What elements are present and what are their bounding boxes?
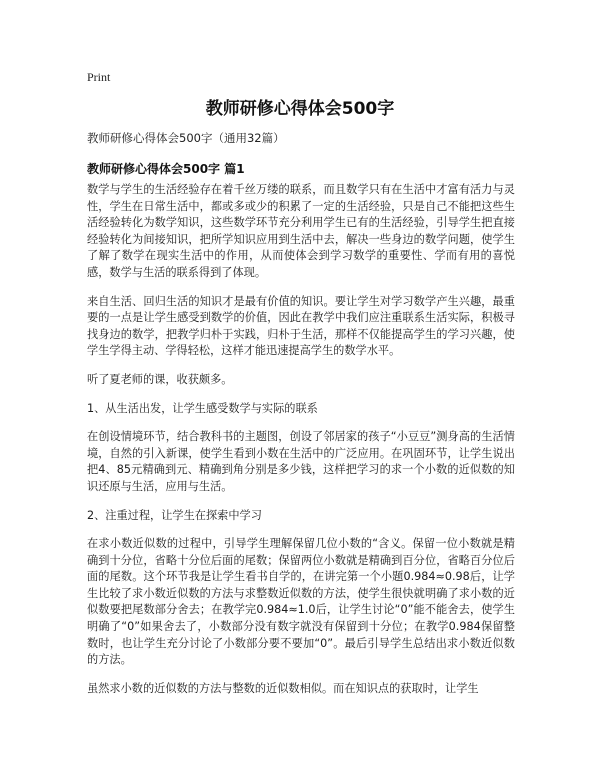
paragraph: 虽然求小数的近似数的方法与整数的近似数相似。而在知识点的获取时，让学生 bbox=[87, 681, 479, 695]
paragraph: 在求小数近似数的过程中，引导学生理解保留几位小数的“含义。保留一位小数就是精确到十分位，省略十分位后面的尾数；保留两位小数就是精确到百分位，省略百分位后面的尾数。这个环节我是让学生看书自学的，在讲完第一个小题0.984≈0.98后，让学生比较了求小数近似数的方法与求整数近似数的方法，使学生很快就明确了求小数的近似数要把尾数部分舍去；在教学完0.984≈1.0后，让学生讨论“0”能不能舍去，使学生明确了“0”如果舍去了，小数部分没有数字就没有保留到十分位；在教学0.984保留整数时，也让学生充分讨论了小数部分要不要加“0”。最后引导学生总结出求小数近似数的方法。 bbox=[87, 537, 515, 667]
document-title: 教师研修心得体会500字 bbox=[205, 99, 395, 119]
paragraph: 1、从生活出发，让学生感受数学与实际的联系 bbox=[87, 401, 318, 415]
paragraph: 在创设情境环节，结合教科书的主题图，创设了邻居家的孩子“小豆豆”测身高的生活情境，自然的引入新课，使学生看到小数在生活中的广泛应用。在巩固环节，让学生说出把4、85元精确到元、精确到角分别是多少钱，这样把学习的求一个小数的近似数的知识还原与生活，应用与生活。 bbox=[87, 430, 515, 493]
document-body bbox=[87, 182, 515, 709]
document-subtitle: 教师研修心得体会500字（通用32篇） bbox=[87, 131, 285, 145]
print-label[interactable]: Print bbox=[87, 70, 111, 84]
paragraph: 来自生活、回归生活的知识才是最有价值的知识。要让学生对学习数学产生兴趣，最重要的一点是让学生感受到数学的价值，因此在教学中我们应注重联系生活实际，积极寻找身边的数学，把教学归朴于实践，归朴于生活，那样不仅能提高学生的学习兴趣，使学生学得主动、学得轻松，这样才能迅速提高学生的数学水平。 bbox=[87, 294, 515, 358]
section-heading: 教师研修心得体会500字 篇1 bbox=[87, 162, 245, 176]
paragraph: 数学与学生的生活经验存在着千丝万缕的联系，而且数学只有在生活中才富有活力与灵性，学生在日常生活中，都或多或少的积累了一定的生活经验，只是自己不能把这些生活经验转化为数学知识，这些数学环节充分利用学生已有的生活经验，引导学生把直接经验转化为间接知识，把所学知识应用到生活中去，解决一些身边的数学问题，使学生了解了数学在现实生活中的作用，从而使体会到学习数学的重要性、学而有用的喜悦感，数学与生活的联系得到了体现。 bbox=[87, 183, 515, 279]
paragraph: 2、注重过程，让学生在探索中学习 bbox=[87, 508, 262, 522]
paragraph: 听了夏老师的课，收获颇多。 bbox=[87, 372, 233, 386]
